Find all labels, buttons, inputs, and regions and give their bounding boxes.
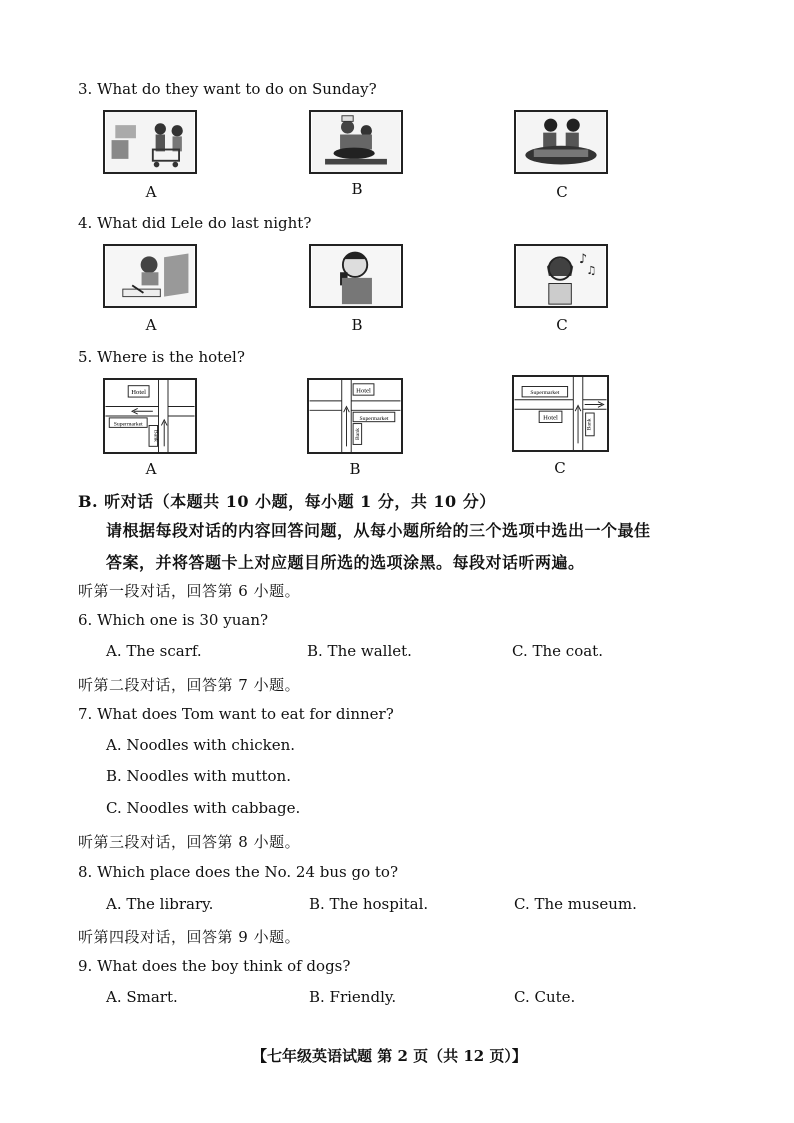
q4-label-c: C [556, 316, 568, 334]
question-9-text: 9. What does the boy think of dogs? [78, 957, 351, 975]
dialog-4-instruction: 听第四段对话，回答第 9 小题。 [78, 928, 301, 946]
q6-option-b: B. The wallet. [307, 642, 412, 660]
q5-label-b: B [349, 460, 361, 478]
q9-option-a: A. Smart. [106, 988, 178, 1006]
map-b-supermarket: Supermarket [359, 415, 389, 422]
dialog-1-instruction: 听第一段对话，回答第 6 小题。 [78, 582, 301, 600]
question-6-text: 6. Which one is 30 yuan? [78, 611, 269, 629]
map-a-supermarket: Supermarket [113, 421, 143, 428]
q3-label-a: A [145, 183, 157, 201]
q7-option-a: A. Noodles with chicken. [106, 736, 296, 754]
q9-option-c: C. Cute. [514, 988, 576, 1006]
q5-label-a: A [145, 460, 157, 478]
dialog-2-instruction: 听第二段对话，回答第 7 小题。 [78, 676, 301, 694]
dining-icon [514, 110, 608, 174]
q4-label-a: A [145, 316, 157, 334]
homework-icon [103, 244, 197, 308]
q8-option-b: B. The hospital. [309, 895, 429, 913]
map-b-hotel: Hotel [356, 387, 371, 395]
q4-label-b: B [351, 316, 363, 334]
map-c-hotel: Hotel [543, 414, 558, 422]
map-b-icon [307, 378, 403, 454]
map-a-icon [103, 378, 197, 454]
map-a-bank: Bank [152, 429, 159, 442]
q5-label-c: C [554, 459, 566, 477]
q3-label-b: B [351, 180, 363, 198]
question-8-text: 8. Which place does the No. 24 bus go to? [78, 863, 398, 881]
svg-text:♫: ♫ [586, 264, 597, 278]
question-3-text: 3. What do they want to do on Sunday? [78, 80, 377, 98]
q9-option-b: B. Friendly. [309, 988, 397, 1006]
q6-option-a: A. The scarf. [106, 642, 202, 660]
page-footer: 【七年级英语试题 第 2 页（共 12 页）】 [252, 1047, 527, 1065]
map-a-hotel: Hotel [131, 389, 146, 397]
section-b-instructions-1: 请根据每段对话的内容回答问题，从每小题所给的三个选项中选出一个最佳 [106, 521, 651, 540]
q7-option-c: C. Noodles with cabbage. [106, 799, 301, 817]
question-7-text: 7. What does Tom want to eat for dinner? [78, 705, 394, 723]
map-c-icon [512, 375, 609, 452]
q6-option-c: C. The coat. [512, 642, 603, 660]
map-b-bank: Bank [354, 428, 361, 440]
shopping-icon [103, 110, 197, 174]
map-c-supermarket: Supermarket [530, 390, 560, 397]
map-c-bank: Bank [586, 418, 593, 431]
q8-option-c: C. The museum. [514, 895, 637, 913]
cooking-icon [309, 110, 403, 174]
section-b-title: B. 听对话（本题共 10 小题，每小题 1 分，共 10 分） [78, 492, 496, 511]
phone-call-icon [309, 244, 403, 308]
question-4-text: 4. What did Lele do last night? [78, 214, 312, 232]
singing-icon [514, 244, 608, 308]
dialog-3-instruction: 听第三段对话，回答第 8 小题。 [78, 833, 301, 851]
svg-text:♪: ♪ [578, 251, 588, 267]
section-b-instructions-2: 答案，并将答题卡上对应题目所选的选项涂黑。每段对话听两遍。 [106, 553, 585, 572]
question-5-text: 5. Where is the hotel? [78, 348, 245, 366]
q7-option-b: B. Noodles with mutton. [106, 767, 291, 785]
q8-option-a: A. The library. [106, 895, 214, 913]
q3-label-c: C [556, 183, 568, 201]
